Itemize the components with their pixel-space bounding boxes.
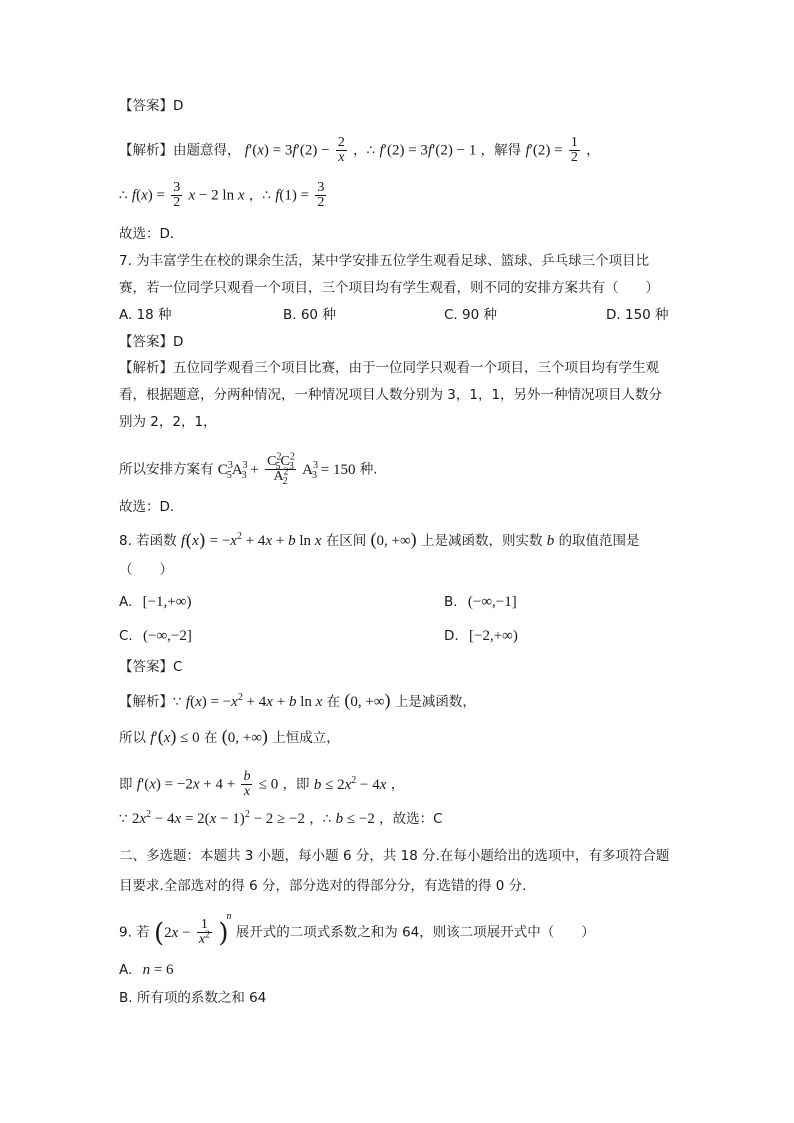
q7-option-d: D. 150 种 bbox=[606, 307, 669, 323]
math-fprime-expr: f′(x) = −2x + 4 + bbox=[136, 776, 236, 793]
formula-suffix: 种. bbox=[359, 461, 378, 478]
q7-conclusion: 故选：D. bbox=[119, 499, 175, 515]
fraction-2-over-x: $\frac{2}{x}$ bbox=[337, 135, 345, 165]
q8-option-a bbox=[119, 593, 191, 611]
option-label: D. bbox=[444, 628, 459, 644]
math-binomial-close: )$^n$ bbox=[218, 910, 232, 949]
math-b-le: $b \le 2x^2 - 4x$ bbox=[313, 774, 387, 793]
analysis-tag: 【解析】∵ bbox=[119, 694, 182, 710]
option-value: [−2,+∞) bbox=[468, 628, 518, 644]
q8-answer: 【答案】C bbox=[119, 659, 183, 675]
math-n-eq-6: n = 6 bbox=[142, 962, 174, 978]
q8-option-d bbox=[444, 627, 518, 645]
q6-conclusion: 故选：D． bbox=[119, 226, 184, 242]
q9-stem bbox=[119, 910, 595, 949]
math-fprime-def: f′(x) = 3f′(2) − bbox=[244, 142, 330, 159]
analysis-suffix: 上是减函数， bbox=[394, 694, 476, 710]
option-value: (−∞,−2] bbox=[143, 628, 192, 644]
stem-end: 的取值范围是 bbox=[558, 533, 640, 549]
q8-analysis-line4 bbox=[119, 810, 443, 828]
fraction-1-over-x2: $\frac{1}{x^2}$ bbox=[198, 917, 211, 947]
stem-prefix: 8. 若函数 bbox=[119, 533, 177, 549]
math-f1: f(1) = bbox=[275, 187, 310, 204]
math-fprime2-value: f′(2) = bbox=[525, 142, 563, 159]
text-comma: ， bbox=[586, 142, 600, 159]
q8-option-c bbox=[119, 627, 192, 645]
math-f-func: $f(x) = -x^2 + 4x + b$ ln x bbox=[180, 530, 322, 552]
math-complete-square: $2x^2 - 4x = 2(x - 1)^2 - 2 \ge -2$ bbox=[131, 809, 305, 827]
option-label: B. bbox=[444, 594, 458, 610]
q6-analysis-line2 bbox=[119, 181, 328, 210]
math-binomial: (2x − bbox=[153, 918, 191, 949]
math-f-func-2: $f(x) = -x^2 + 4x + b$ ln x bbox=[185, 692, 323, 710]
section2-line2: 目要求.全部选对的得 6 分，部分选对的得部分分，有选错的得 0 分. bbox=[119, 878, 527, 894]
q9-option-b: B. 所有项的系数之和 64 bbox=[119, 990, 267, 1006]
option-label: C. bbox=[119, 628, 133, 644]
q7-stem-line1: 7. 为丰富学生在校的课余生活，某中学安排五位学生观看足球、篮球、乒乓球三个项目比 bbox=[119, 253, 650, 269]
stem-prefix: 9. 若 bbox=[119, 924, 150, 941]
line3-end: ， bbox=[390, 776, 405, 793]
q7-analysis-line2: 看，根据题意，分两种情况，一种情况项目人数分别为 3，1，1，另外一种情况项目人数分 bbox=[119, 387, 663, 403]
q7-analysis-line3: 别为 2，2，1， bbox=[119, 414, 217, 430]
q6-analysis-line1 bbox=[119, 136, 600, 165]
option-value: [−1,+∞) bbox=[142, 594, 192, 610]
q7-analysis-line1: 【解析】五位同学观看三个项目比赛，由于一位同学只观看一个项目，三个项目均有学生观 bbox=[119, 360, 659, 376]
option-label: A. bbox=[119, 594, 133, 610]
q8-stem-line1 bbox=[119, 530, 640, 552]
line2-suffix: 上恒成立， bbox=[272, 730, 340, 746]
q8-analysis-line3 bbox=[119, 770, 404, 799]
line3-prefix: 即 bbox=[119, 776, 133, 793]
q7-option-b: B. 60 种 bbox=[283, 307, 336, 323]
q9-option-a bbox=[119, 961, 174, 979]
math-c53a33: $C^3_5A^3_3$ + bbox=[217, 459, 259, 481]
math-f-def-rest: x − 2 ln x bbox=[188, 187, 245, 204]
q7-option-c: C. 90 种 bbox=[444, 307, 497, 323]
q7-formula-line bbox=[119, 451, 378, 487]
text-therefore-1: ，∴ bbox=[353, 142, 376, 159]
math-f-def: f(x) = bbox=[131, 187, 165, 204]
math-interval-3: (0, +∞) bbox=[221, 726, 268, 746]
q6-answer: 【答案】D bbox=[119, 98, 184, 114]
stem-suffix: 展开式的二项式系数之和为 64，则该二项展开式中（ ） bbox=[235, 924, 595, 941]
text-therefore-2: ∴ bbox=[119, 187, 128, 204]
stem-suffix: 上是减函数，则实数 bbox=[420, 533, 543, 549]
q8-stem-paren: （ ） bbox=[119, 562, 173, 578]
line4-mid: ，∴ bbox=[309, 811, 332, 827]
analysis-intro: 由题意得， bbox=[173, 142, 241, 159]
math-le0: ≤ 0 bbox=[258, 776, 279, 793]
option-value: (−∞,−1] bbox=[467, 594, 517, 610]
stem-mid: 在区间 bbox=[325, 533, 367, 549]
analysis-mid: 在 bbox=[326, 694, 341, 710]
math-fprime-le0: f′(x) ≤ 0 bbox=[150, 726, 200, 746]
math-interval: (0, +∞) bbox=[370, 529, 417, 549]
fraction-c52c32-over-a22: $\frac{C^2_5C^2_3}{A^2_2}$ bbox=[267, 451, 295, 487]
q7-answer: 【答案】D bbox=[119, 334, 184, 350]
fraction-3-over-2: $\frac{3}{2}$ bbox=[173, 180, 181, 210]
q8-analysis-line1 bbox=[119, 691, 476, 711]
fraction-3-over-2-b: $\frac{3}{2}$ bbox=[317, 180, 325, 210]
line2-mid: 在 bbox=[203, 730, 218, 746]
section2-line1: 二、多选题：本题共 3 小题，每小题 6 分，共 18 分.在每小题给出的选项中，有多项符合题 bbox=[119, 848, 670, 864]
option-label: A. bbox=[119, 962, 133, 978]
q7-option-a: A. 18 种 bbox=[119, 307, 172, 323]
formula-prefix: 所以安排方案有 bbox=[119, 461, 214, 478]
line4-suffix: ，故选：C bbox=[379, 811, 443, 827]
math-a33-150: $A^3_3 = 150$ bbox=[302, 459, 356, 481]
math-b: b bbox=[546, 533, 555, 549]
text-therefore-3: ，∴ bbox=[248, 187, 271, 204]
line4-prefix: ∵ bbox=[119, 811, 128, 827]
fraction-1-over-2: $\frac{1}{2}$ bbox=[570, 135, 578, 165]
text-solve: ，解得 bbox=[480, 142, 522, 159]
fraction-b-over-x: $\frac{b}{x}$ bbox=[243, 769, 251, 799]
math-interval-2: (0, +∞) bbox=[344, 690, 391, 710]
line3-mid: ，即 bbox=[282, 776, 310, 793]
math-b-le-neg2: b ≤ −2 bbox=[335, 811, 375, 827]
q8-option-b bbox=[444, 593, 517, 611]
analysis-tag: 【解析】 bbox=[119, 142, 173, 159]
line2-prefix: 所以 bbox=[119, 730, 146, 746]
q7-stem-line2: 赛，若一位同学只观看一个项目，三个项目均有学生观看，则不同的安排方案共有（ ） bbox=[119, 280, 659, 296]
math-fprime2-eq: f′(2) = 3f′(2) − 1 bbox=[379, 142, 477, 159]
q8-analysis-line2 bbox=[119, 727, 340, 747]
